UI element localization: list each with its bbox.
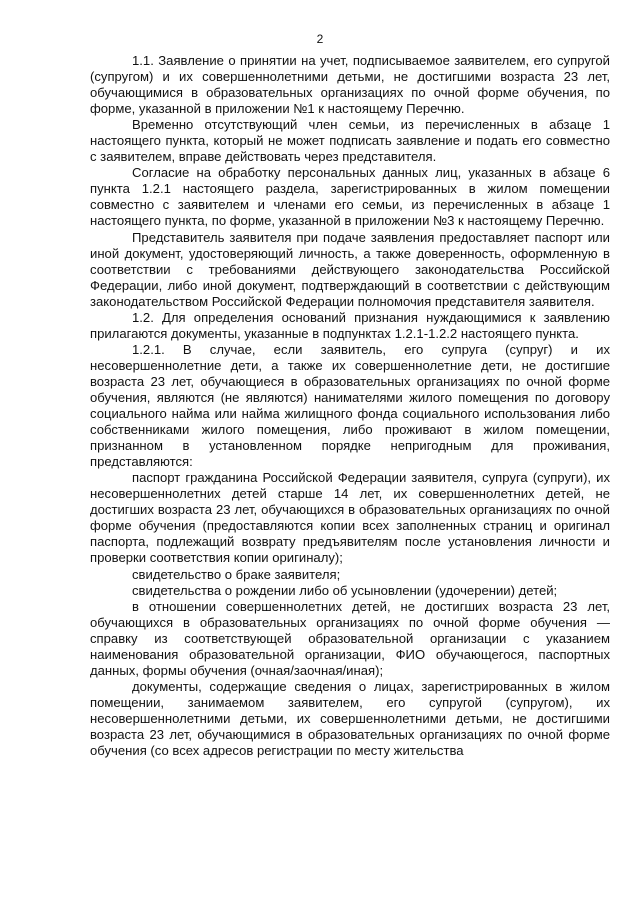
paragraph-1-1: 1.1. Заявление о принятии на учет, подписываемое заявителем, его супругой (супругом) и их совершеннолетними детьми, не достигшими возраста 23 лет, обучающимися в образовательных организациях по очной форме обучения, по форме, указанной в приложении №1 к настоящему Перечню. <box>90 53 610 117</box>
paragraph-absent-member: Временно отсутствующий член семьи, из перечисленных в абзаце 1 настоящего пункта, который не может подписать заявление и подать его совместно с заявителем, вправе действовать через представителя. <box>90 117 610 165</box>
page-number: 2 <box>316 32 324 46</box>
paragraph-consent: Согласие на обработку персональных данных лиц, указанных в абзаце 6 пункта 1.2.1 настоящего раздела, зарегистрированных в жилом помещении совместно с заявителем и членами его семьи, из перечисленных в абзаце 1 настоящего пункта, по форме, указанной в приложении №3 к настоящему Перечню. <box>90 165 610 229</box>
document-body <box>90 53 610 759</box>
paragraph-marriage-cert: свидетельство о браке заявителя; <box>132 566 341 582</box>
paragraph-education-cert: в отношении совершеннолетних детей, не достигших возраста 23 лет, обучающихся в образовательных организациях по очной форме обучения — справку из соответствующей образовательной организации с указанием наименования образовательной организации, ФИО обучающегося, паспортных данных, формы обучения (очная/заочная/иная); <box>90 598 610 678</box>
paragraph-representative: Представитель заявителя при подаче заявления предоставляет паспорт или иной документ, удостоверяющий личность, а также доверенность, оформленную в соответствии с требованиями действующего законодательства Российской Федерации, либо иной документ, подтверждающий в соответствии с действующим законодательством Российской Федерации полномочия представителя заявителя. <box>90 229 610 309</box>
paragraph-birth-cert: свидетельства о рождении либо об усыновлении (удочерении) детей; <box>132 582 558 598</box>
paragraph-1-2: 1.2. Для определения оснований признания нуждающимися к заявлению прилагаются документы, указанные в подпунктах 1.2.1-1.2.2 настоящего пункта. <box>90 309 610 341</box>
paragraph-registered-persons: документы, содержащие сведения о лицах, зарегистрированных в жилом помещении, занимаемом заявителем, его супругой (супругом), их несовершеннолетними детьми, их совершеннолетними детьми, не достигшими возраста 23 лет, обучающимися в образовательных организациях по очной форме обучения (со всех адресов регистрации по месту жительства <box>90 678 610 759</box>
paragraph-1-2-1: 1.2.1. В случае, если заявитель, его супруга (супруг) и их несовершеннолетние дети, а также их совершеннолетние дети, не достигшие возраста 23 лет, обучающиеся в образовательных организациях по очной форме обучения, являются (не являются) нанимателями жилого помещения по договору социального найма или найма жилищного фонда социального использования либо собственниками жилого помещения, либо проживают в жилом помещении, признанном в установленном порядке непригодным для проживания, представляются: <box>90 341 610 470</box>
paragraph-passport: паспорт гражданина Российской Федерации заявителя, супруга (супруги), их несовершеннолетних детей старше 14 лет, их совершеннолетних детей, не достигших возраста 23 лет, обучающихся в образовательных организациях по очной форме обучения (предоставляются копии всех заполненных страниц и оригинал паспорта, подлежащий возврату предъявителям после установления личности и проверки соответствия копии оригиналу); <box>90 470 610 566</box>
